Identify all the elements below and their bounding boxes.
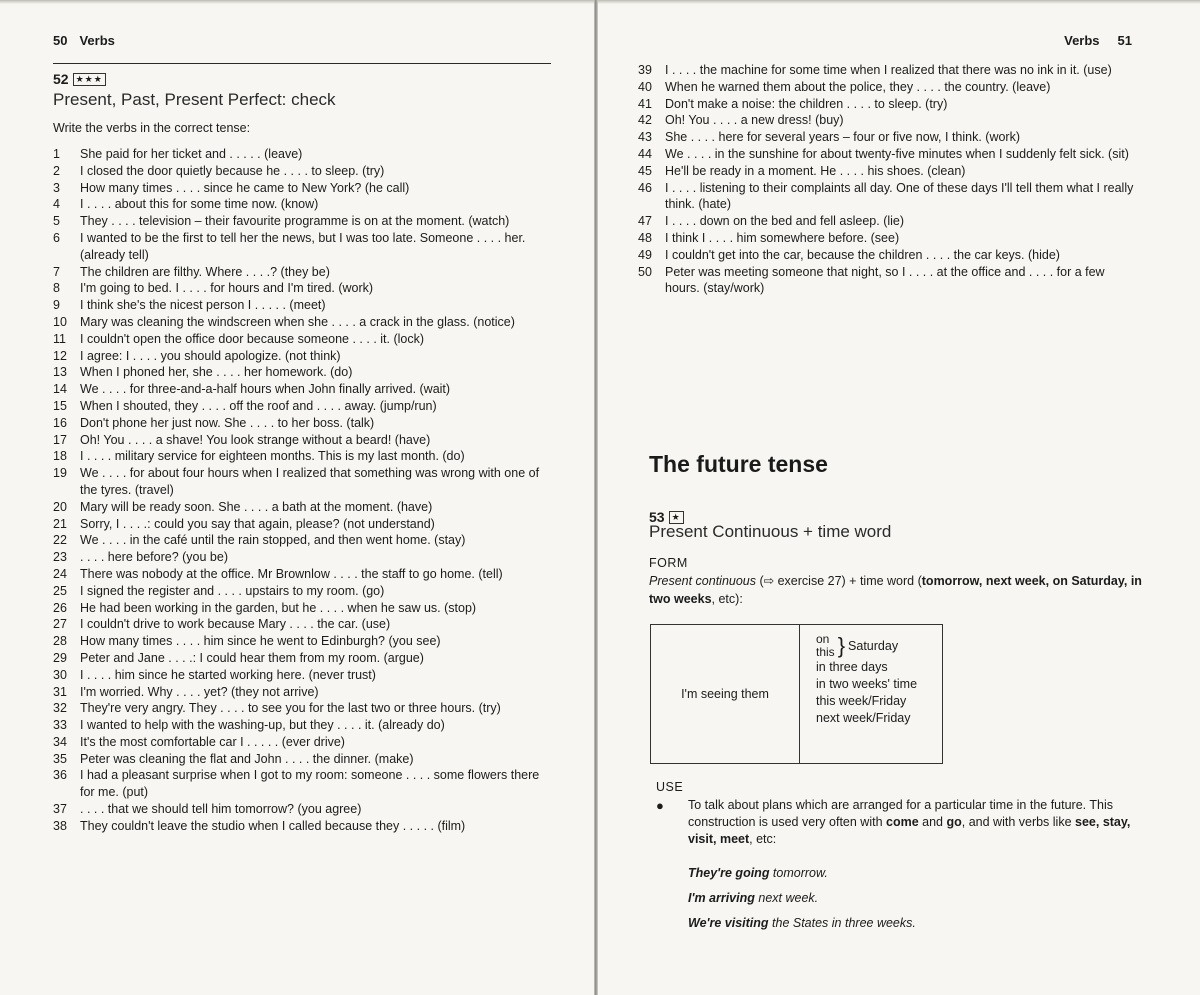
time-word: in three days (816, 660, 888, 674)
question-text: We . . . . in the sunshine for about twenty-five minutes when I suddenly felt sick. (sit) (665, 146, 1129, 161)
form-time-words: tomorrow, next week, on Saturday, in two weeks (649, 574, 1142, 606)
time-word: in two weeks' time (816, 677, 918, 691)
question-number: 22 (53, 533, 67, 548)
difficulty-stars-icon: ★★★ (73, 73, 106, 86)
question-number: 30 (53, 667, 67, 682)
question-item (53, 650, 550, 667)
question-number: 33 (53, 718, 67, 733)
question-item (638, 62, 1134, 79)
left-running-head (53, 33, 115, 48)
question-number: 41 (638, 96, 652, 111)
question-text: Don't phone her just now. She . . . . to her boss. (talk) (80, 415, 375, 430)
question-number: 1 (53, 147, 60, 161)
form-table-time-cell (800, 625, 927, 763)
difficulty-star-icon: ★ (669, 511, 684, 524)
exercise-52-number: 52 (53, 71, 69, 87)
question-item (638, 79, 1134, 96)
question-text: Mary was cleaning the windscreen when she . . . . a crack in the glass. (notice) (80, 314, 515, 329)
question-number: 21 (53, 516, 67, 531)
question-text: Mary will be ready soon. She . . . . a bath at the moment. (have) (80, 499, 433, 514)
question-text: How many times . . . . since he came to New York? (he call) (80, 180, 410, 195)
question-item (638, 180, 1134, 214)
question-text: How many times . . . . him since he went to Edinburgh? (you see) (80, 634, 441, 649)
question-text: I think I . . . . him somewhere before. (see) (665, 230, 900, 245)
section-title: The future tense (649, 451, 828, 477)
question-number: 12 (53, 348, 67, 363)
question-item (53, 700, 550, 717)
question-item (53, 146, 550, 163)
question-number: 46 (638, 180, 652, 195)
question-text: I . . . . down on the bed and fell asleep. (lie) (665, 214, 905, 229)
question-item (638, 213, 1134, 230)
question-number: 18 (53, 449, 67, 464)
example-sentence: I'm arriving next week. (688, 891, 819, 905)
question-item (53, 331, 550, 348)
question-item (53, 616, 550, 633)
question-item (638, 247, 1134, 264)
question-item (638, 96, 1134, 113)
exercise-52-header (53, 71, 106, 89)
question-text: I wanted to help with the washing-up, but they . . . . it. (already do) (80, 718, 445, 733)
question-text: I think she's the nicest person I . . . . . (meet) (80, 298, 326, 313)
question-text: I . . . . him since he started working here. (never trust) (80, 667, 376, 682)
question-number: 14 (53, 382, 67, 397)
question-text: Peter was meeting someone that night, so I . . . . at the office and . . . . for a few hours. (stay/work) (665, 264, 1105, 296)
question-number: 31 (53, 684, 67, 699)
question-text: I'm worried. Why . . . . yet? (they not arrive) (80, 684, 319, 699)
question-number: 32 (53, 701, 67, 716)
question-item (53, 180, 550, 197)
question-item (638, 146, 1134, 163)
brace-target-word: Saturday (848, 638, 899, 653)
question-text: Peter and Jane . . . .: I could hear them from my room. (argue) (80, 650, 424, 665)
question-number: 4 (53, 197, 60, 212)
form-description (649, 572, 1149, 608)
question-text: Don't make a noise: the children . . . . to sleep. (try) (665, 96, 948, 111)
question-item (53, 163, 550, 180)
right-page (600, 0, 1200, 995)
left-page (0, 0, 595, 995)
form-table-subject: I'm seeing them (681, 687, 769, 701)
question-item (53, 633, 550, 650)
question-text: We . . . . for about four hours when I realized that something was wrong with one of the tyres. (travel) (80, 466, 540, 497)
question-number: 8 (53, 281, 60, 296)
question-number: 17 (53, 432, 67, 447)
question-text: We . . . . in the café until the rain stopped, and then went home. (stay) (80, 533, 466, 548)
question-item (53, 751, 550, 768)
question-number: 25 (53, 583, 67, 598)
right-page-number: 51 (1117, 33, 1132, 48)
question-number: 7 (53, 264, 60, 279)
question-item (53, 465, 550, 499)
question-number: 6 (53, 230, 60, 245)
question-item (53, 600, 550, 617)
question-item (53, 364, 550, 381)
exercise-52-continued-question-list (638, 62, 1134, 297)
question-item (53, 348, 550, 365)
question-item (53, 516, 550, 533)
question-number: 10 (53, 314, 67, 329)
question-item (638, 230, 1134, 247)
question-number: 47 (638, 214, 652, 229)
exercise-52-instruction: Write the verbs in the correct tense: (53, 121, 251, 135)
question-text: He'll be ready in a moment. He . . . . his shoes. (clean) (665, 163, 966, 178)
use-text: To talk about plans which are arranged for a particular time in the future. This construction is used very often with come and go, and with verbs like see, stay, visit, meet, etc: (688, 798, 1131, 846)
question-number: 36 (53, 768, 67, 783)
question-item (638, 112, 1134, 129)
question-text: I closed the door quietly because he . . . . to sleep. (try) (80, 163, 385, 178)
question-text: They couldn't leave the studio when I called because they . . . . . (film) (80, 818, 466, 833)
question-number: 20 (53, 499, 67, 514)
question-number: 44 (638, 146, 652, 161)
bullet-icon: ● (656, 798, 664, 813)
form-tail: , etc): (711, 592, 743, 606)
question-text: The children are filthy. Where . . . .? (they be) (80, 264, 330, 279)
question-number: 43 (638, 130, 652, 145)
question-number: 24 (53, 566, 67, 581)
time-word-list (816, 659, 917, 727)
question-number: 23 (53, 550, 67, 565)
question-text: I couldn't drive to work because Mary . . . . the car. (use) (80, 617, 391, 632)
question-item (53, 566, 550, 583)
right-running-head-title: Verbs (1064, 33, 1100, 48)
question-text: They . . . . television – their favourite programme is on at the moment. (watch) (80, 214, 510, 229)
question-item (53, 432, 550, 449)
question-number: 28 (53, 634, 67, 649)
question-text: We . . . . for three-and-a-half hours when John finally arrived. (wait) (80, 382, 451, 397)
question-number: 29 (53, 650, 67, 665)
brace-bottom-word: this (816, 645, 835, 659)
question-number: 40 (638, 79, 652, 94)
question-text: She paid for her ticket and . . . . . (leave) (80, 147, 303, 161)
question-number: 48 (638, 230, 652, 245)
question-number: 9 (53, 298, 60, 313)
question-item (53, 532, 550, 549)
question-text: She . . . . here for several years – four or five now, I think. (work) (665, 130, 1021, 145)
question-text: I . . . . listening to their complaints all day. One of these days I'll tell them what I really think. (hate) (665, 180, 1134, 212)
question-item (53, 717, 550, 734)
question-number: 50 (638, 264, 652, 279)
question-text: . . . . here before? (you be) (80, 550, 228, 565)
question-item (53, 314, 550, 331)
question-text: I . . . . the machine for some time when I realized that there was no ink in it. (use) (665, 63, 1112, 77)
exercise-53-number: 53 (649, 509, 665, 525)
question-text: Peter was cleaning the flat and John . . . . the dinner. (make) (80, 751, 414, 766)
brace-group (816, 633, 917, 659)
question-item (53, 734, 550, 751)
left-running-head-title: Verbs (79, 33, 115, 48)
form-table-subject-cell (651, 625, 800, 763)
question-item (53, 667, 550, 684)
question-text: Sorry, I . . . .: could you say that again, please? (not understand) (80, 516, 435, 531)
question-item (53, 415, 550, 432)
question-item (53, 297, 550, 314)
question-text: I had a pleasant surprise when I got to my room: someone . . . . some flowers there for me. (put) (80, 768, 540, 800)
question-text: I . . . . military service for eighteen months. This is my last month. (do) (80, 449, 465, 464)
question-text: They're very angry. They . . . . to see you for the last two or three hours. (try) (80, 701, 501, 716)
question-text: I wanted to be the first to tell her the news, but I was too late. Someone . . . . her. (already tell) (80, 230, 526, 262)
question-number: 39 (638, 63, 652, 77)
question-text: I couldn't get into the car, because the children . . . . the car keys. (hide) (665, 247, 1060, 262)
question-number: 42 (638, 113, 652, 128)
question-text: Oh! You . . . . a shave! You look strange without a beard! (have) (80, 432, 431, 447)
question-item (53, 381, 550, 398)
question-text: I agree: I . . . . you should apologize. (not think) (80, 348, 341, 363)
question-number: 19 (53, 466, 67, 481)
curly-brace-icon: } (837, 633, 846, 658)
question-number: 11 (53, 331, 66, 346)
question-item (53, 583, 550, 600)
form-tense-name: Present continuous (649, 574, 757, 588)
question-text: I signed the register and . . . . upstairs to my room. (go) (80, 583, 385, 598)
right-running-head (1064, 33, 1132, 48)
question-number: 26 (53, 600, 67, 615)
use-bullet (656, 797, 1156, 848)
question-item (638, 129, 1134, 146)
question-text: When he warned them about the police, they . . . . the country. (leave) (665, 79, 1051, 94)
question-item (53, 684, 550, 701)
question-item (53, 448, 550, 465)
left-header-rule (53, 63, 551, 64)
question-text: I'm going to bed. I . . . . for hours and I'm tired. (work) (80, 281, 374, 296)
form-label: FORM (649, 556, 688, 570)
question-number: 49 (638, 247, 652, 262)
question-item (53, 196, 550, 213)
question-text: He had been working in the garden, but he . . . . when he saw us. (stop) (80, 600, 477, 615)
question-item (53, 213, 550, 230)
example-sentence: They're going tomorrow. (688, 866, 828, 880)
question-item (53, 499, 550, 516)
question-item (53, 398, 550, 415)
question-item (53, 230, 550, 264)
question-number: 16 (53, 415, 67, 430)
exercise-52-title: Present, Past, Present Perfect: check (53, 90, 336, 109)
question-text: . . . . that we should tell him tomorrow? (you agree) (80, 802, 362, 817)
question-item (53, 280, 550, 297)
question-text: I . . . . about this for some time now. (know) (80, 197, 319, 212)
question-item (638, 264, 1134, 298)
question-number: 34 (53, 734, 67, 749)
form-table (650, 624, 943, 764)
question-item (53, 767, 550, 801)
question-number: 45 (638, 163, 652, 178)
question-item (53, 818, 550, 835)
question-item (53, 801, 550, 818)
question-text: It's the most comfortable car I . . . . . (ever drive) (80, 734, 345, 749)
question-number: 3 (53, 180, 60, 195)
question-number: 13 (53, 365, 67, 380)
question-item (53, 549, 550, 566)
question-number: 5 (53, 214, 60, 229)
question-item (638, 163, 1134, 180)
question-number: 35 (53, 751, 67, 766)
question-text: When I shouted, they . . . . off the roof and . . . . away. (jump/run) (80, 398, 437, 413)
question-number: 38 (53, 818, 67, 833)
question-number: 2 (53, 163, 60, 178)
left-page-number: 50 (53, 33, 68, 48)
question-item (53, 264, 550, 281)
question-text: Oh! You . . . . a new dress! (buy) (665, 113, 844, 128)
form-arrow-text: (⇨ exercise 27) + time word ( (759, 574, 922, 588)
question-number: 37 (53, 802, 67, 817)
question-text: I couldn't open the office door because someone . . . . it. (lock) (80, 331, 425, 346)
exercise-52-question-list (53, 146, 550, 835)
question-number: 15 (53, 398, 67, 413)
exercise-53-title: Present Continuous + time word (649, 522, 892, 541)
example-sentence: We're visiting the States in three weeks. (688, 916, 916, 930)
brace-top-word: on (816, 632, 830, 646)
question-text: There was nobody at the office. Mr Brownlow . . . . the staff to go home. (tell) (80, 566, 503, 581)
time-word: next week/Friday (816, 711, 911, 725)
time-word: this week/Friday (816, 694, 907, 708)
question-number: 27 (53, 617, 67, 632)
use-label: USE (656, 780, 684, 794)
question-text: When I phoned her, she . . . . her homework. (do) (80, 365, 353, 380)
